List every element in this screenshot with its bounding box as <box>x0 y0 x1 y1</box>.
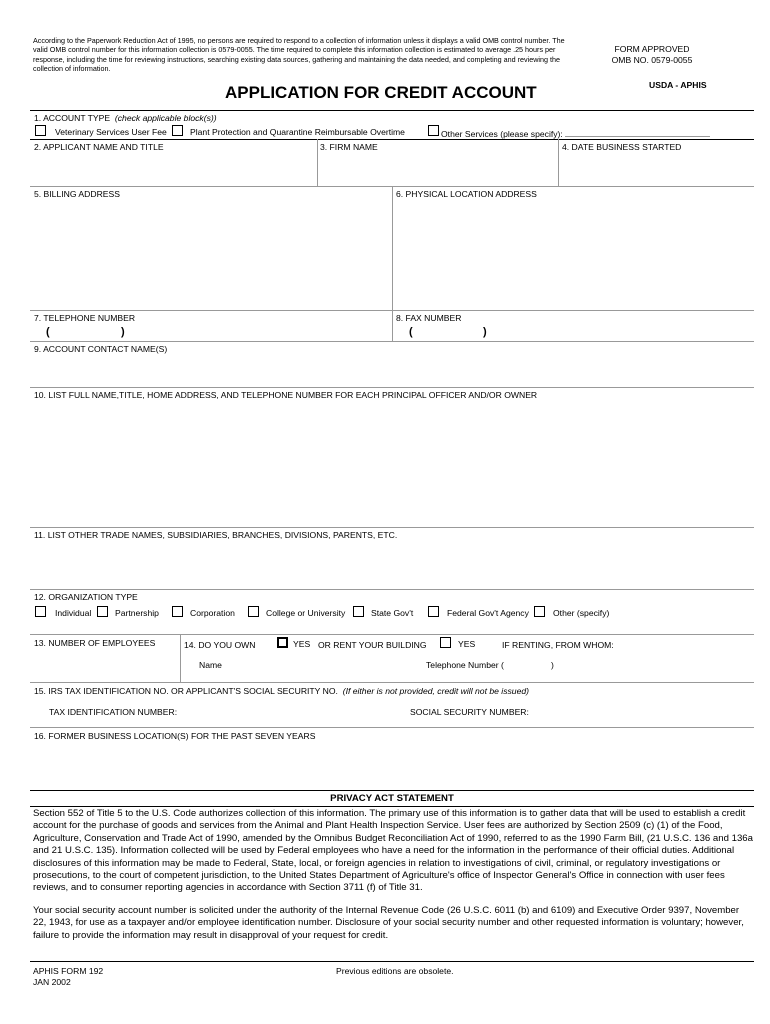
form-approved: FORM APPROVED <box>614 44 690 54</box>
privacy-paragraph-2: Your social security account number is solicited under the authority of the Internal Revenue Code (26 U.S.C. 6011 (b) and 6109) and Executive Order 9397, November 22, 1943, for use as a taxpayer and/or employee identification number. Disclosure of your social security number and other requested information is voluntary; however, failure to provide the information may result in disapproval of your request for credit. <box>33 905 744 941</box>
checkbox-individual[interactable] <box>35 606 46 617</box>
physical-address-label: 6. PHYSICAL LOCATION ADDRESS <box>396 189 537 199</box>
rule <box>30 634 754 635</box>
omb-number: OMB NO. 0579-0055 <box>611 55 693 65</box>
own-building-label: 14. DO YOU OWN <box>184 640 256 650</box>
privacy-heading: PRIVACY ACT STATEMENT <box>330 793 454 804</box>
rule <box>30 387 754 388</box>
rule <box>30 727 754 728</box>
ssn-label: SOCIAL SECURITY NUMBER: <box>410 707 529 717</box>
option-federal-agency: Federal Gov't Agency <box>447 608 529 618</box>
checkbox-vet-services[interactable] <box>35 125 46 136</box>
divider <box>392 186 393 310</box>
checkbox-other-org[interactable] <box>534 606 545 617</box>
former-locations-label: 16. FORMER BUSINESS LOCATION(S) FOR THE PAST SEVEN YEARS <box>34 731 316 741</box>
divider <box>392 310 393 341</box>
option-vet-services: Veterinary Services User Fee <box>55 127 167 137</box>
rule <box>30 806 754 807</box>
account-type-label: 1. ACCOUNT TYPE (check applicable block(s)) <box>34 113 217 123</box>
option-other-services: Other Services (please specify): <box>441 129 563 139</box>
employees-label: 13. NUMBER OF EMPLOYEES <box>34 638 156 648</box>
option-corporation: Corporation <box>190 608 235 618</box>
rule <box>30 139 754 140</box>
page-title: APPLICATION FOR CREDIT ACCOUNT <box>225 83 537 102</box>
fax-area-open: ( <box>409 326 413 338</box>
renting-from-label: IF RENTING, FROM WHOM: <box>502 640 614 650</box>
checkbox-college[interactable] <box>248 606 259 617</box>
checkbox-other-services[interactable] <box>428 125 439 136</box>
trade-names-label: 11. LIST OTHER TRADE NAMES, SUBSIDIARIES, BRANCHES, DIVISIONS, PARENTS, ETC. <box>34 530 398 540</box>
landlord-name-label: Name <box>199 660 222 670</box>
rent-yes-label: YES <box>458 639 476 649</box>
checkbox-ppq[interactable] <box>172 125 183 136</box>
divider <box>558 139 559 186</box>
option-ppq: Plant Protection and Quarantine Reimbursable Overtime <box>190 127 405 137</box>
other-services-line[interactable] <box>565 136 710 137</box>
agency-label: USDA - APHIS <box>649 80 707 90</box>
irs-label: 15. IRS TAX IDENTIFICATION NO. OR APPLICANT'S SOCIAL SECURITY NO. (If either is not provided, credit will not be issued) <box>34 686 529 696</box>
rule <box>30 341 754 342</box>
billing-address-label: 5. BILLING ADDRESS <box>34 189 120 199</box>
landlord-phone-label: Telephone Number ( <box>426 660 504 670</box>
firm-name-label: 3. FIRM NAME <box>320 142 378 152</box>
form-number: APHIS FORM 192 <box>33 966 104 976</box>
phone-area-open: ( <box>46 326 50 338</box>
rule <box>30 790 754 791</box>
divider <box>317 139 318 186</box>
divider <box>180 634 181 682</box>
privacy-paragraph-1: Section 552 of Title 5 to the U.S. Code authorizes collection of this information. The primary use of this information is to gather data that will be used to establish a credit account for the purchase of goods and services from the Animal and Plant Health Inspection Service. User fees are authorized by Section 2509 (c) (1) of the Food, Agriculture, Conservation and Trade Act of 1990, amended by the Omnibus Budget Reconciliation Act of 1990, referred to as the 1990 Farm Bill, (21 U.S.C. 136 and 136a and 21 U.S.C. 135). Information collected will be used by Federal employees who have a need for the information in the performance of their official duties. Additional disclosures of this information may be made to Federal, State, local, or foreign agencies in relation to investigations of civil, criminal, or regulatory investigations or prosecutions, to the court of competent jurisdiction, to the United States Department of Agriculture's office of Inspector General's Office in connection with user fees reviews, and to consumer reporting agencies in accordance with Section 3711 (f) of Title 31. <box>33 808 753 894</box>
option-individual: Individual <box>55 608 92 618</box>
form-date: JAN 2002 <box>33 977 71 987</box>
date-started-label: 4. DATE BUSINESS STARTED <box>562 142 682 152</box>
option-partnership: Partnership <box>115 608 159 618</box>
paperwork-notice: According to the Paperwork Reduction Act of 1995, no persons are required to respond to a collection of information unless it displays a valid OMB control number. The valid OMB control number for this information collection is 0579-0055. The time required to complete this information collection is estimated to average .25 hours per response, including the time for reviewing instructions, searching existing data sources, gathering and maintaining the data needed, and completing and reviewing the collection of information. <box>33 36 565 74</box>
rent-building-label: OR RENT YOUR BUILDING <box>318 640 427 650</box>
fax-label: 8. FAX NUMBER <box>396 313 462 323</box>
officers-label: 10. LIST FULL NAME,TITLE, HOME ADDRESS, AND TELEPHONE NUMBER FOR EACH PRINCIPAL OFFICER AND/OR OWNER <box>34 390 538 400</box>
telephone-label: 7. TELEPHONE NUMBER <box>34 313 136 323</box>
phone-area-close: ) <box>121 326 125 338</box>
checkbox-state-govt[interactable] <box>353 606 364 617</box>
obsolete-note: Previous editions are obsolete. <box>336 966 454 976</box>
rule <box>30 682 754 683</box>
org-type-label: 12. ORGANIZATION TYPE <box>34 592 138 602</box>
rule <box>30 961 754 962</box>
option-state-govt: State Gov't <box>371 608 414 618</box>
rule <box>30 110 754 111</box>
applicant-name-label: 2. APPLICANT NAME AND TITLE <box>34 142 164 152</box>
checkbox-own-yes[interactable] <box>277 637 288 648</box>
landlord-phone-close: ) <box>551 660 554 670</box>
checkbox-partnership[interactable] <box>97 606 108 617</box>
option-other-org: Other (specify) <box>553 608 610 618</box>
checkbox-rent-yes[interactable] <box>440 637 451 648</box>
rule <box>30 589 754 590</box>
contact-names-label: 9. ACCOUNT CONTACT NAME(S) <box>34 344 168 354</box>
checkbox-corporation[interactable] <box>172 606 183 617</box>
rule <box>30 527 754 528</box>
fax-area-close: ) <box>483 326 487 338</box>
option-college: College or University <box>266 608 346 618</box>
own-yes-label: YES <box>293 639 311 649</box>
tax-id-label: TAX IDENTIFICATION NUMBER: <box>49 707 178 717</box>
checkbox-federal-agency[interactable] <box>428 606 439 617</box>
